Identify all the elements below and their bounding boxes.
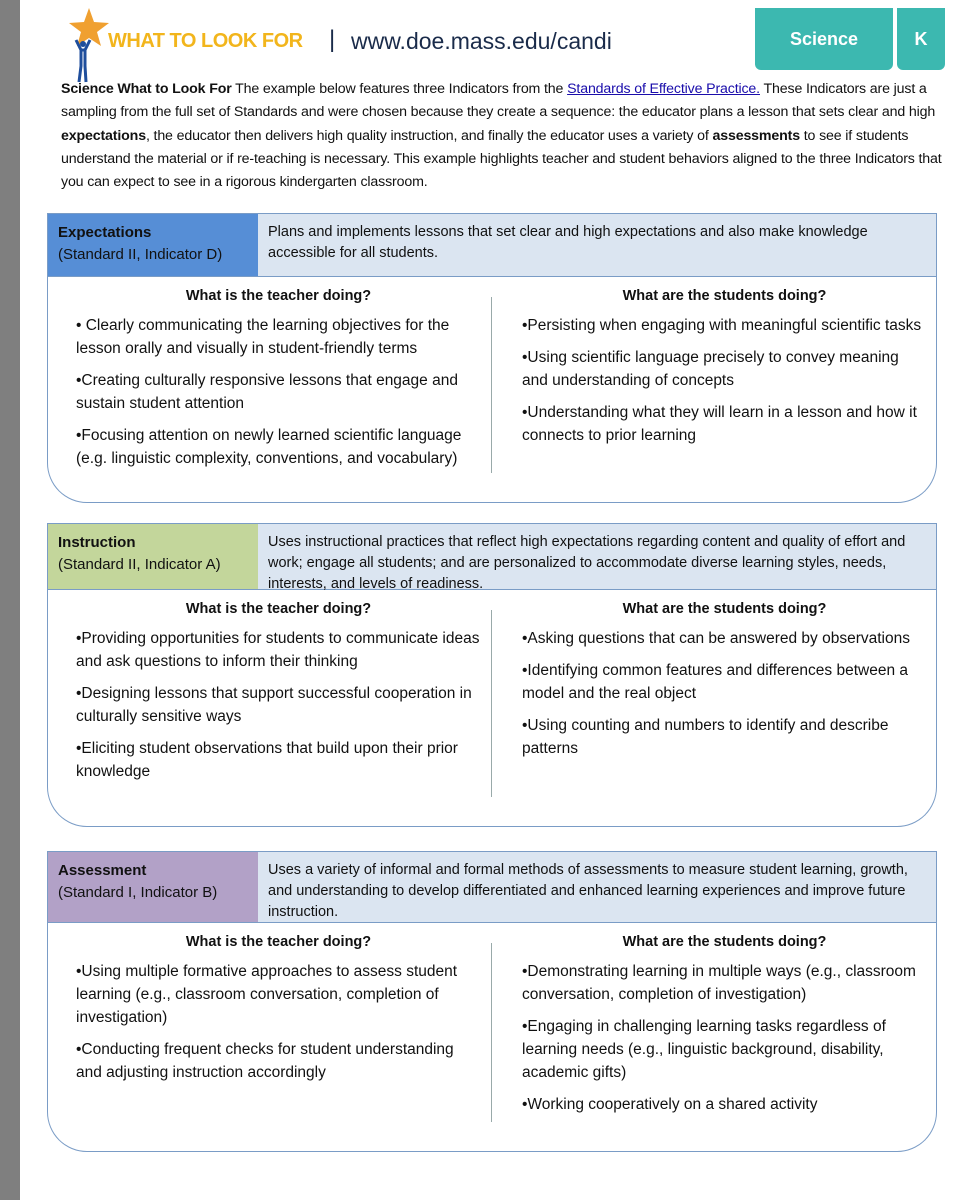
section-standard: (Standard II, Indicator A) — [58, 556, 221, 573]
student-behavior-item: •Using counting and numbers to identify and describe patterns — [522, 717, 889, 757]
teacher-heading: What is the teacher doing? — [185, 288, 372, 304]
section-body — [47, 923, 937, 1152]
star-person-logo-icon — [64, 6, 114, 84]
intro-paragraph — [61, 78, 961, 194]
section-title: Expectations — [58, 224, 152, 241]
teacher-heading: What is the teacher doing? — [185, 601, 372, 617]
grade-tab: K — [897, 8, 945, 70]
teacher-behavior-item: •Designing lessons that support successful cooperation in culturally sensitive ways — [76, 685, 472, 725]
section-title: Instruction — [58, 534, 136, 551]
teacher-behavior-item: •Providing opportunities for students to communicate ideas and ask questions to inform their thinking — [76, 630, 480, 670]
section-assessment — [47, 851, 937, 1152]
student-behavior-item: •Identifying common features and differences between a model and the real object — [522, 662, 908, 702]
teacher-behavior-item: • Clearly communicating the learning objectives for the lesson orally and visually in student-friendly terms — [76, 317, 450, 357]
students-column — [522, 931, 927, 1125]
student-behavior-item: •Working cooperatively on a shared activity — [522, 1096, 818, 1113]
section-standard: (Standard I, Indicator B) — [58, 884, 218, 901]
column-divider — [491, 943, 492, 1122]
students-heading: What are the students doing? — [622, 934, 827, 950]
subject-tab: Science — [755, 8, 893, 70]
brand-title: WHAT TO LOOK FOR — [108, 30, 303, 52]
intro-bold: expectations — [61, 127, 146, 144]
students-heading: What are the students doing? — [622, 288, 827, 304]
section-description: Uses a variety of informal and formal methods of assessments to measure student learning, growth, and understanding to develop differentiated and enhanced learning experiences and improve future instruction. — [258, 852, 936, 922]
section-title: Assessment — [58, 862, 147, 879]
document-page — [20, 0, 969, 1200]
teacher-behavior-item: •Creating culturally responsive lessons that engage and sustain student attention — [76, 372, 458, 412]
students-column — [522, 598, 927, 769]
intro-lead: Science What to Look For — [61, 81, 232, 97]
student-behavior-item: •Understanding what they will learn in a lesson and how it connects to prior learning — [522, 404, 917, 444]
intro-text: These Indicators are just a sampling from the full set of Standards and were chosen because they create a sequence: the educator plans a lesson that sets clear and high — [61, 81, 936, 121]
teacher-heading: What is the teacher doing? — [185, 934, 372, 950]
intro-text: , the educator then delivers high quality instruction, and finally the educator uses a variety of — [145, 127, 713, 144]
section-label — [48, 214, 258, 276]
student-behavior-item: •Demonstrating learning in multiple ways (e.g., classroom conversation, completion of investigation) — [522, 963, 916, 1003]
students-column — [522, 285, 927, 456]
student-behavior-item: •Asking questions that can be answered by observations — [522, 630, 910, 647]
teacher-behavior-item: •Eliciting student observations that build upon their prior knowledge — [76, 740, 458, 780]
section-body — [47, 277, 937, 503]
teacher-column — [76, 598, 481, 792]
section-standard: (Standard II, Indicator D) — [58, 246, 223, 263]
section-body — [47, 590, 937, 827]
section-header — [47, 851, 937, 923]
teacher-behavior-item: •Conducting frequent checks for student understanding and adjusting instruction accordingly — [76, 1041, 454, 1081]
student-behavior-item: •Engaging in challenging learning tasks regardless of learning needs (e.g., linguistic background, disability, academic gifts) — [522, 1018, 886, 1081]
section-header — [47, 523, 937, 590]
section-description: Plans and implements lessons that set clear and high expectations and also make knowledge accessible for all students. — [258, 214, 936, 276]
teacher-column — [76, 285, 481, 479]
column-divider — [491, 610, 492, 797]
intro-text: The example below features three Indicators from the — [231, 81, 568, 97]
teacher-behavior-item: •Focusing attention on newly learned scientific language (e.g. linguistic complexity, conventions, and vocabulary) — [76, 427, 462, 467]
section-expectations — [47, 213, 937, 503]
standards-link[interactable]: Standards of Effective Practice. — [567, 81, 760, 97]
column-divider — [491, 297, 492, 473]
student-behavior-item: •Using scientific language precisely to convey meaning and understanding of concepts — [522, 349, 899, 389]
section-label — [48, 852, 258, 922]
teacher-behavior-item: •Using multiple formative approaches to assess student learning (e.g., classroom conversation, completion of investigation) — [76, 963, 458, 1026]
intro-bold: assessments — [712, 127, 800, 144]
section-instruction — [47, 523, 937, 827]
students-heading: What are the students doing? — [622, 601, 827, 617]
student-behavior-item: •Persisting when engaging with meaningful scientific tasks — [522, 317, 922, 334]
section-label — [48, 524, 258, 589]
header-separator: | — [329, 26, 336, 53]
header-url: www.doe.mass.edu/candi — [351, 28, 612, 54]
section-header — [47, 213, 937, 277]
section-description: Uses instructional practices that reflect high expectations regarding content and quality of effort and work; engage all students; and are personalized to accommodate diverse learning styles, needs, interests, and levels of readiness. — [258, 524, 936, 589]
intro-text: to see if students understand the material or if re-teaching is necessary. This example highlights teacher and student behaviors aligned to the three Indicators that you can expect to see in a rigorous kindergarten classroom. — [61, 127, 942, 191]
teacher-column — [76, 931, 481, 1093]
